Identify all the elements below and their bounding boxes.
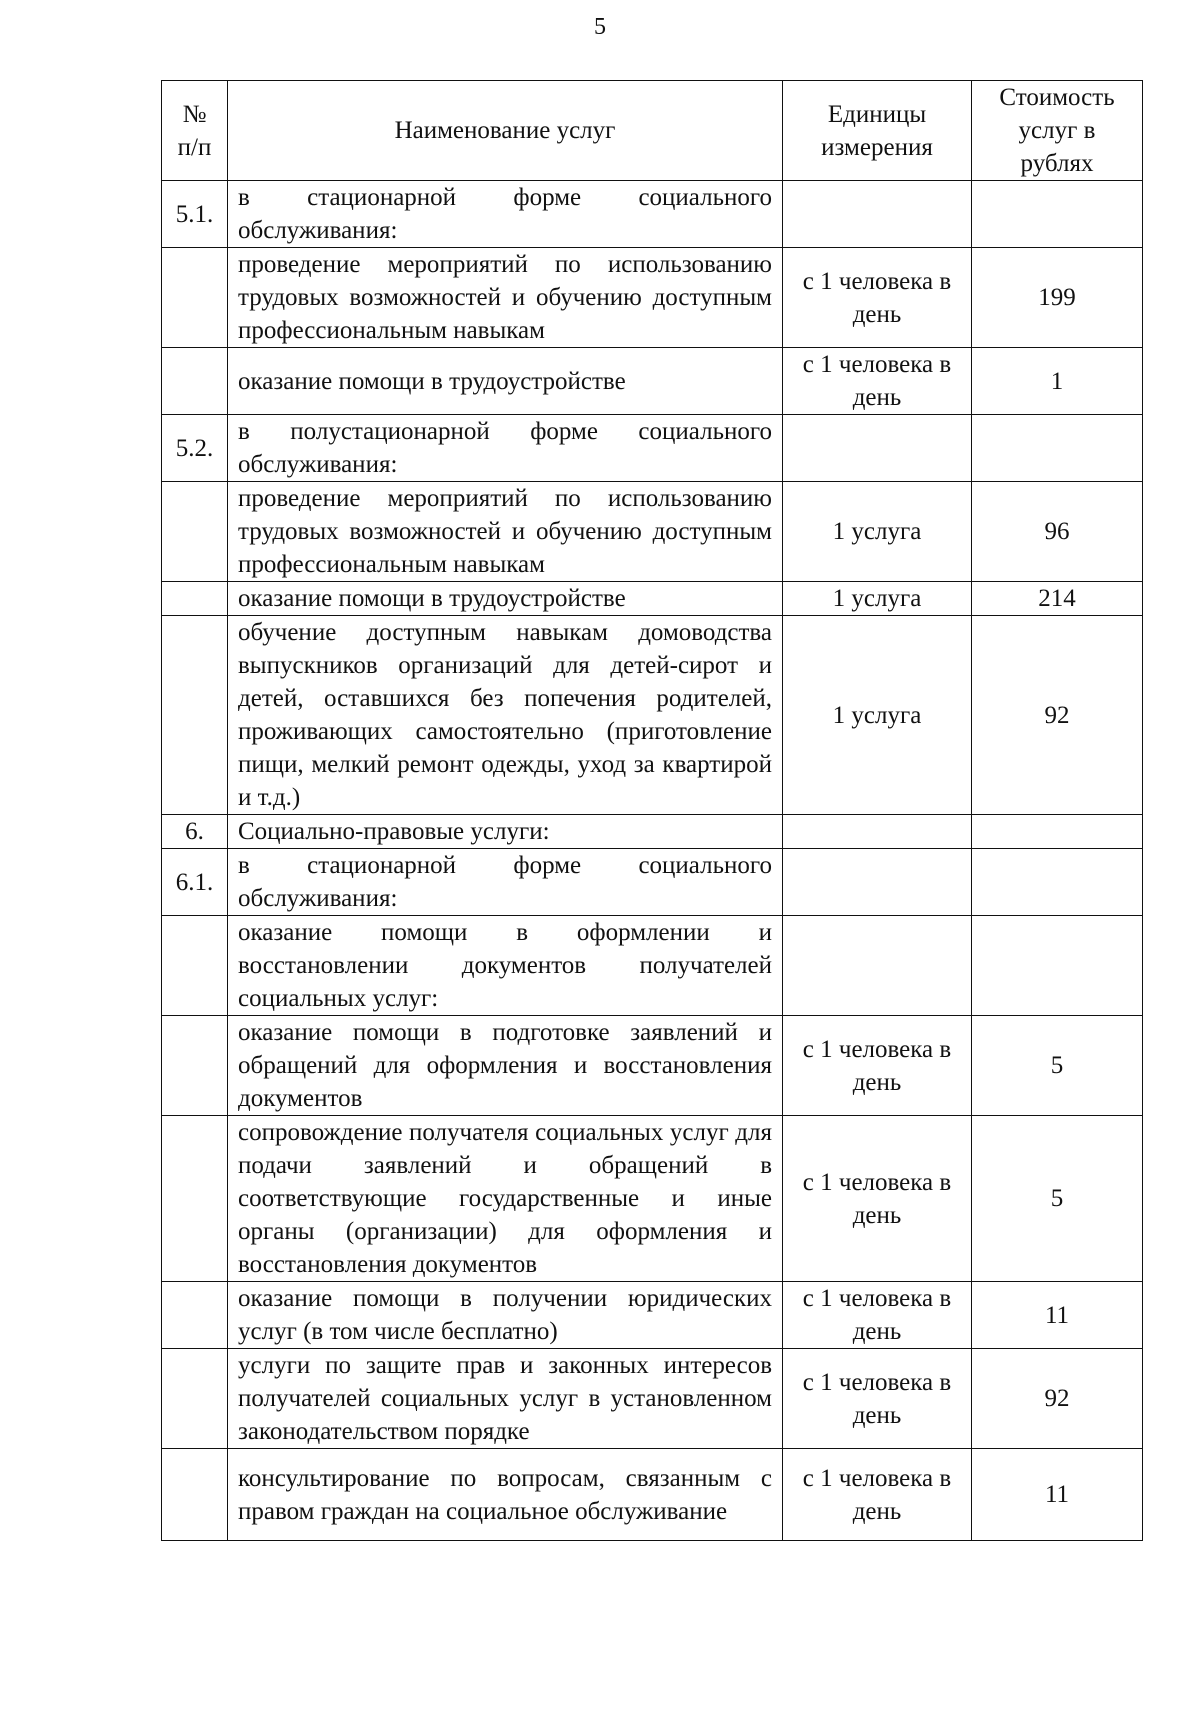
table-row (162, 582, 1143, 616)
table-row (162, 916, 1143, 1016)
table-row (162, 482, 1143, 582)
unit-cell (783, 849, 972, 916)
price-cell (972, 815, 1143, 849)
row-number-cell: 6. (162, 815, 228, 849)
row-number-cell (162, 1349, 228, 1449)
header-price: Стоимость услуг в рублях (972, 81, 1143, 181)
table-row (162, 849, 1143, 916)
table-row (162, 815, 1143, 849)
unit-cell: с 1 человека в день (783, 1449, 972, 1541)
unit-cell: 1 услуга (783, 616, 972, 815)
table-row (162, 1349, 1143, 1449)
row-number-cell: 6.1. (162, 849, 228, 916)
service-name-cell: оказание помощи в трудоустройстве (228, 582, 783, 616)
row-number-cell (162, 248, 228, 348)
price-cell: 1 (972, 348, 1143, 415)
price-cell: 96 (972, 482, 1143, 582)
price-cell: 92 (972, 1349, 1143, 1449)
unit-cell (783, 415, 972, 482)
service-name-cell: в стационарной форме социального обслуживания: (228, 849, 783, 916)
table-body (162, 181, 1143, 1541)
service-name-cell: в полустационарной форме социального обслуживания: (228, 415, 783, 482)
table-row (162, 181, 1143, 248)
price-cell: 92 (972, 616, 1143, 815)
unit-cell: с 1 человека в день (783, 348, 972, 415)
unit-cell: с 1 человека в день (783, 248, 972, 348)
services-table (161, 80, 1143, 1541)
unit-cell (783, 916, 972, 1016)
header-num: № п/п (162, 81, 228, 181)
unit-cell: 1 услуга (783, 482, 972, 582)
service-name-cell: оказание помощи в трудоустройстве (228, 348, 783, 415)
table-header-row (162, 81, 1143, 181)
unit-cell: с 1 человека в день (783, 1016, 972, 1116)
service-name-cell: оказание помощи в подготовке заявлений и обращений для оформления и восстановления документов (228, 1016, 783, 1116)
row-number-cell (162, 348, 228, 415)
price-cell: 11 (972, 1449, 1143, 1541)
table-row (162, 348, 1143, 415)
price-cell: 5 (972, 1116, 1143, 1282)
row-number-cell (162, 482, 228, 582)
price-cell: 11 (972, 1282, 1143, 1349)
price-cell (972, 849, 1143, 916)
price-cell: 214 (972, 582, 1143, 616)
unit-cell: с 1 человека в день (783, 1116, 972, 1282)
table-row (162, 415, 1143, 482)
unit-cell: 1 услуга (783, 582, 972, 616)
service-name-cell: оказание помощи в оформлении и восстановлении документов получателей социальных услуг: (228, 916, 783, 1016)
price-cell: 199 (972, 248, 1143, 348)
row-number-cell: 5.2. (162, 415, 228, 482)
row-number-cell (162, 916, 228, 1016)
service-name-cell: обучение доступным навыкам домоводства выпускников организаций для детей-сирот и детей, оставшихся без попечения родителей, проживающих самостоятельно (приготовление пищи, мелкий ремонт одежды, уход за квартирой и т.д.) (228, 616, 783, 815)
row-number-cell (162, 1016, 228, 1116)
unit-cell: с 1 человека в день (783, 1349, 972, 1449)
price-cell (972, 181, 1143, 248)
header-name: Наименование услуг (228, 81, 783, 181)
table-row (162, 248, 1143, 348)
service-name-cell: консультирование по вопросам, связанным с правом граждан на социальное обслуживание (228, 1449, 783, 1541)
row-number-cell (162, 582, 228, 616)
service-name-cell: в стационарной форме социального обслуживания: (228, 181, 783, 248)
price-cell: 5 (972, 1016, 1143, 1116)
row-number-cell: 5.1. (162, 181, 228, 248)
table-row (162, 1449, 1143, 1541)
unit-cell: с 1 человека в день (783, 1282, 972, 1349)
row-number-cell (162, 1449, 228, 1541)
service-name-cell: проведение мероприятий по использованию трудовых возможностей и обучению доступным профессиональным навыкам (228, 482, 783, 582)
table-row (162, 1282, 1143, 1349)
service-name-cell: проведение мероприятий по использованию трудовых возможностей и обучению доступным профессиональным навыкам (228, 248, 783, 348)
price-cell (972, 415, 1143, 482)
service-name-cell: оказание помощи в получении юридических услуг (в том числе бесплатно) (228, 1282, 783, 1349)
unit-cell (783, 181, 972, 248)
price-cell (972, 916, 1143, 1016)
table-row (162, 1116, 1143, 1282)
service-name-cell: сопровождение получателя социальных услуг для подачи заявлений и обращений в соответствующие государственные и иные органы (организации) для оформления и восстановления документов (228, 1116, 783, 1282)
row-number-cell (162, 616, 228, 815)
table-row (162, 1016, 1143, 1116)
row-number-cell (162, 1116, 228, 1282)
table-row (162, 616, 1143, 815)
header-unit: Единицы измерения (783, 81, 972, 181)
service-name-cell: Социально-правовые услуги: (228, 815, 783, 849)
unit-cell (783, 815, 972, 849)
page-number: 5 (594, 14, 606, 40)
row-number-cell (162, 1282, 228, 1349)
service-name-cell: услуги по защите прав и законных интересов получателей социальных услуг в установленном законодательством порядке (228, 1349, 783, 1449)
